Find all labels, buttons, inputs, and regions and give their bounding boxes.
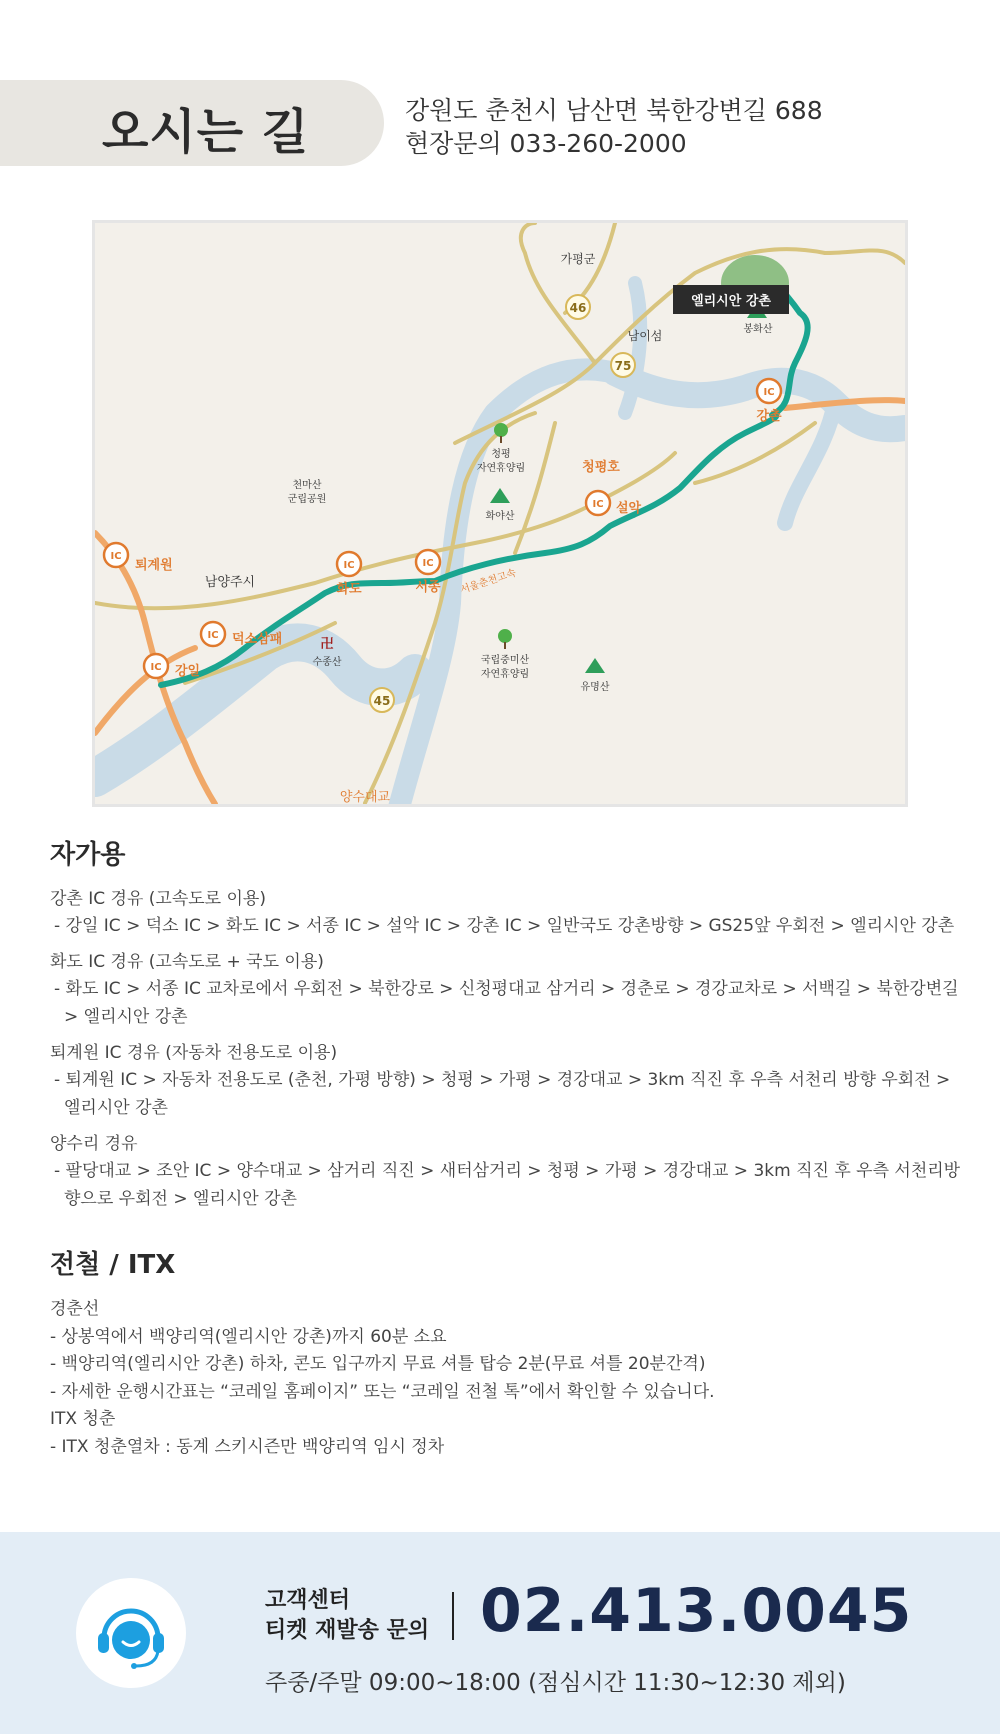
route-head: 퇴계원 IC 경유 (자동차 전용도로 이용) (50, 1043, 338, 1063)
car-routes (50, 886, 970, 1222)
train-line: - 상봉역에서 백양리역(엘리시안 강촌)까지 60분 소요 (50, 1326, 447, 1347)
road-badge-46 (566, 295, 590, 319)
address-text: 강원도 춘천시 남산면 북한강변길 688 (405, 96, 823, 125)
headset-icon (76, 1578, 186, 1688)
place-cheongpyeong-forest-2: 자연휴양림 (476, 463, 526, 474)
place-yangsu-bridge: 양수대교 (339, 790, 391, 804)
place-bonghwasan: 봉화산 (743, 324, 773, 335)
place-cheonmasan-1: 천마산 (292, 480, 322, 491)
place-cheongpyeongho: 청평호 (582, 460, 620, 475)
place-chukryeong-forest-2: 자연휴양림 (480, 669, 530, 680)
svg-text:IC: IC (343, 560, 355, 571)
customer-center-footer (0, 1532, 1000, 1734)
place-chukryeong-forest-1: 국립중미산 (480, 655, 530, 666)
ic-label-gangil: 강일 (175, 664, 201, 679)
place-yumyeongsan: 유명산 (580, 682, 610, 693)
route-item (50, 1131, 970, 1213)
place-cheonmasan-2: 군립공원 (287, 494, 327, 505)
page-header (0, 80, 1000, 166)
train-line: - 백양리역(엘리시안 강촌) 하차, 콘도 입구까지 무료 셔틀 탑승 2분(무료 셔틀 20분간격) (50, 1354, 706, 1374)
place-hwayasan: 화야산 (485, 511, 515, 522)
ic-label-seojong: 서종 (415, 580, 441, 595)
label-line-1: 고객센터 (265, 1588, 351, 1613)
svg-text:IC: IC (422, 558, 434, 569)
ic-label-deokso: 덕소삼패 (232, 632, 283, 647)
route-head: 강촌 IC 경유 (고속도로 이용) (50, 889, 266, 909)
directions-map (92, 220, 908, 807)
place-nami: 남이섬 (627, 329, 663, 343)
expressway-label: 서울춘천고속 (459, 567, 518, 597)
label-line-2: 티켓 재발송 문의 (265, 1618, 430, 1643)
customer-phone[interactable]: 02.413.0045 (480, 1576, 913, 1646)
place-namyangju: 남양주시 (204, 575, 256, 590)
route-body: - 팔당대교 > 조안 IC > 양수대교 > 삼거리 직진 > 새터삼거리 > 청평 > 가평 > 경강대교 > 3km 직진 후 우측 서천리방향으로 우회전 > 엘리시안 강촌 (54, 1161, 961, 1209)
elysian-location-marker (673, 285, 789, 314)
place-gapyeong-gun: 가평군 (560, 252, 596, 266)
road-badge-75 (611, 353, 635, 377)
ic-label-hwado: 화도 (336, 582, 362, 597)
road-number-75: 75 (614, 359, 632, 373)
business-hours: 주중/주말 09:00~18:00 (점심시간 11:30~12:30 제외) (265, 1670, 846, 1696)
svg-text:IC: IC (110, 551, 122, 562)
train-line: - ITX 청춘열차 : 동계 스키시즌만 백양리역 임시 정차 (50, 1436, 445, 1457)
road-number-45: 45 (373, 694, 391, 708)
road-number-46: 46 (569, 301, 587, 315)
elysian-marker-label: 엘리시안 강촌 (691, 294, 771, 309)
train-line: ITX 청춘 (50, 1409, 116, 1429)
footer-divider (452, 1592, 454, 1640)
car-section-title: 자가용 (50, 840, 126, 870)
train-section-title: 전철 / ITX (50, 1250, 176, 1280)
train-line: 경춘선 (50, 1299, 100, 1319)
road-badge-45 (370, 688, 394, 712)
temple-icon: 卍 (320, 637, 334, 652)
svg-text:IC: IC (592, 499, 604, 510)
ic-label-toegyewon: 퇴계원 (135, 558, 173, 573)
route-body: - 화도 IC > 서종 IC 교차로에서 우회전 > 북한강로 > 신청평대교 삼거리 > 경춘로 > 경강교차로 > 서백길 > 북한강변길 > 엘리시안 강촌 (54, 979, 959, 1027)
route-item (50, 949, 970, 1031)
ic-label-seorak: 설악 (616, 501, 642, 516)
train-info (50, 1296, 970, 1461)
route-item (50, 886, 970, 940)
svg-text:IC: IC (150, 662, 162, 673)
title-pill (0, 80, 384, 166)
ic-label-gangchon: 강촌 (756, 409, 782, 424)
train-line: - 자세한 운행시간표는 “코레일 홈페이지” 또는 “코레일 전철 톡”에서 확인할 수 있습니다. (50, 1381, 715, 1402)
address-block (405, 94, 823, 160)
svg-text:IC: IC (763, 387, 775, 398)
place-sujongsan: 수종산 (312, 657, 342, 668)
route-body: - 퇴계원 IC > 자동차 전용도로 (춘천, 가평 방향) > 청평 > 가평 > 경강대교 > 3km 직진 후 우측 서천리 방향 우회전 > 엘리시안 강촌 (54, 1070, 951, 1118)
route-head: 양수리 경유 (50, 1134, 138, 1154)
svg-text:IC: IC (207, 630, 219, 641)
customer-center-label (265, 1586, 429, 1646)
place-cheongpyeong-forest-1: 청평 (491, 449, 511, 460)
route-head: 화도 IC 경유 (고속도로 + 국도 이용) (50, 952, 324, 972)
site-phone-text: 현장문의 033-260-2000 (405, 129, 687, 158)
route-body: - 강일 IC > 덕소 IC > 화도 IC > 서종 IC > 설악 IC > 강촌 IC > 일반국도 강촌방향 > GS25앞 우회전 > 엘리시안 강촌 (54, 916, 955, 936)
page-title: 오시는 길 (102, 104, 310, 160)
route-item (50, 1040, 970, 1122)
